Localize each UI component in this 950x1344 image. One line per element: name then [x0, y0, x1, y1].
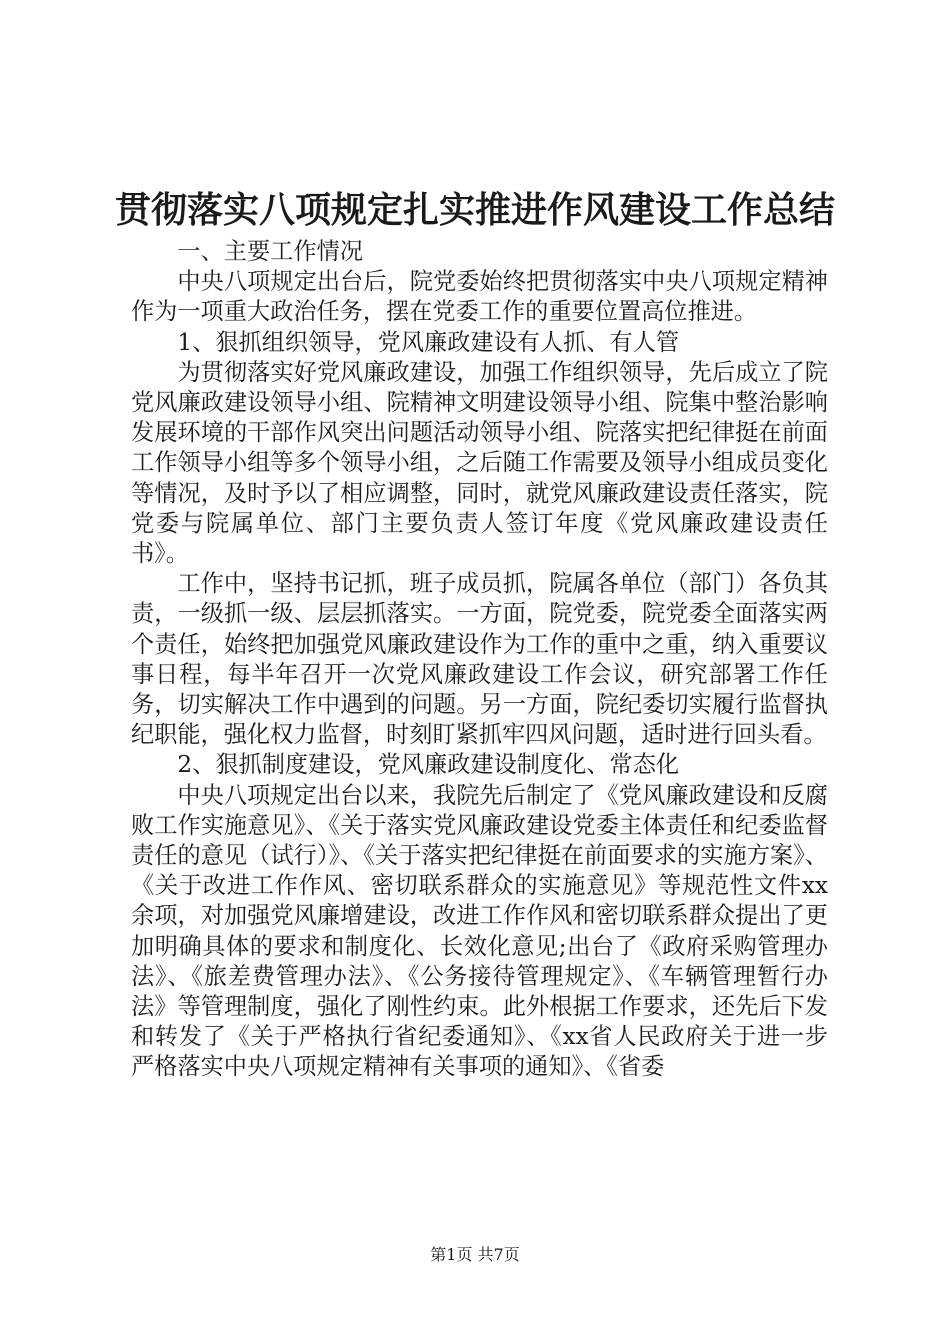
section-heading-main-work: 一、主要工作情况 [177, 238, 363, 265]
document-body [131, 237, 828, 1083]
paragraph-responsibility: 工作中，坚持书记抓，班子成员抓，院属各单位（部门）各负其责，一级抓一级、层层抓落实。一方面，院党委，院党委全面落实两个责任，始终把加强党风廉政建设作为工作的重中之重，纳入重要议事日程，每半年召开一次党风廉政建设工作会议，研究部署工作任务，切实解决工作中遇到的问题。另一方面，院纪委切实履行监督执纪职能，强化权力监督，时刻盯紧抓牢四风问题，适时进行回头看。 [131, 570, 828, 749]
paragraph-leadership-groups: 为贯彻落实好党风廉政建设，加强工作组织领导，先后成立了院党风廉政建设领导小组、院精神文明建设领导小组、院集中整治影响发展环境的干部作风突出问题活动领导小组、院落实把纪律挺在前面工作领导小组等多个领导小组，之后随工作需要及领导小组成员变化等情况，及时予以了相应调整，同时，就党风廉政建设责任落实，院党委与院属单位、部门主要负责人签订年度《党风廉政建设责任书》。 [131, 358, 828, 568]
subheading-institution-building: 2、狠抓制度建设，党风廉政建设制度化、常态化 [177, 751, 680, 779]
paragraph-intro: 中央八项规定出台后，院党委始终把贯彻落实中央八项规定精神作为一项重大政治任务，摆在党委工作的重要位置高位推进。 [131, 268, 828, 326]
document-title: 贯彻落实八项规定扎实推进作风建设工作总结 [114, 189, 835, 231]
page-footer: 第1页 共7页 [430, 1245, 520, 1264]
subheading-organization-leadership: 1、狠抓组织领导，党风廉政建设有人抓、有人管 [177, 328, 680, 356]
paragraph-regulations: 中央八项规定出台以来，我院先后制定了《党风廉政建设和反腐败工作实施意见》、《关于落实党风廉政建设党委主体责任和纪委监督责任的意见（试行）》、《关于落实把纪律挺在前面要求的实施方案》、《关于改进工作作风、密切联系群众的实施意见》等规范性文件xx余项，对加强党风廉增建设，改进工作作风和密切联系群众提出了更加明确具体的要求和制度化、长效化意见;出台了《政府采购管理办法》、《旅差费管理办法》、《公务接待管理规定》、《车辆管理暂行办法》等管理制度，强化了刚性约束。此外根据工作要求，还先后下发和转发了《关于严格执行省纪委通知》、《xx省人民政府关于进一步严格落实中央八项规定精神有关事项的通知》、《省委 [131, 781, 828, 1081]
